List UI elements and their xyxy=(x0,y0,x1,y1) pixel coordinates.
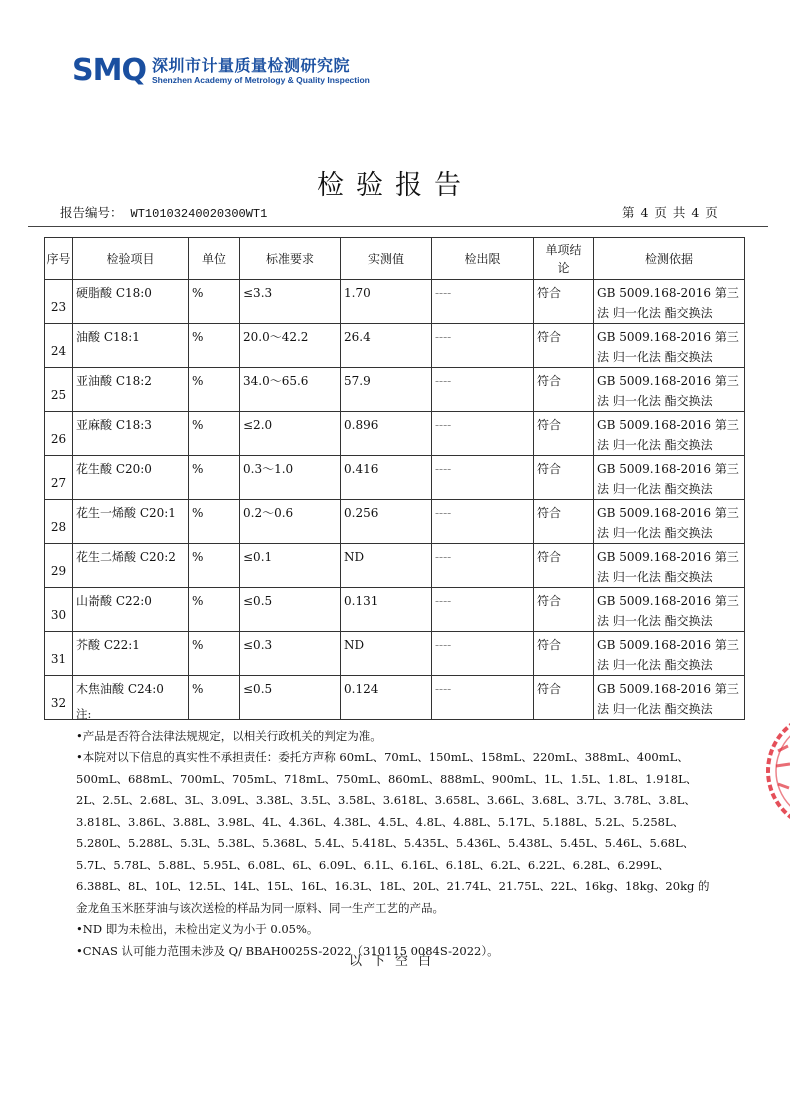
row-detection-limit: ---- xyxy=(432,456,534,500)
row-conclusion: 符合 xyxy=(534,500,594,544)
row-number: 24 xyxy=(45,324,73,368)
row-detection-limit: ---- xyxy=(432,368,534,412)
row-unit: % xyxy=(189,412,240,456)
row-measured-value: ND xyxy=(341,544,432,588)
col-header-measured: 实测值 xyxy=(341,238,432,280)
row-detection-limit: ---- xyxy=(432,412,534,456)
row-conclusion: 符合 xyxy=(534,456,594,500)
table-row xyxy=(45,544,745,588)
row-conclusion: 符合 xyxy=(534,588,594,632)
row-measured-value: 57.9 xyxy=(341,368,432,412)
row-detection-limit: ---- xyxy=(432,324,534,368)
row-conclusion: 符合 xyxy=(534,368,594,412)
notes-section xyxy=(76,704,716,962)
table-header-row xyxy=(45,238,745,280)
note-4: •CNAS 认可能力范围未涉及 Q/ BBAH0025S-2022（310115 0084S-2022）。 xyxy=(76,943,499,958)
row-basis: GB 5009.168-2016 第三法 归一化法 酯交换法 xyxy=(594,588,745,632)
col-header-item: 检验项目 xyxy=(73,238,189,280)
row-requirement: 20.0～42.2 xyxy=(240,324,341,368)
row-basis: GB 5009.168-2016 第三法 归一化法 酯交换法 xyxy=(594,456,745,500)
row-item: 山嵛酸 C22:0 xyxy=(73,588,189,632)
col-header-conclusion: 单项结论 xyxy=(534,238,594,280)
report-number-value: WT10103240020300WT1 xyxy=(130,207,268,221)
table-row xyxy=(45,280,745,324)
report-number-label: 报告编号： xyxy=(60,205,123,220)
row-item: 亚油酸 C18:2 xyxy=(73,368,189,412)
row-number: 27 xyxy=(45,456,73,500)
logo-mark: SMQ xyxy=(72,53,146,88)
col-header-requirement: 标准要求 xyxy=(240,238,341,280)
row-requirement: 0.3～1.0 xyxy=(240,456,341,500)
results-table xyxy=(44,237,745,720)
row-requirement: ≤3.3 xyxy=(240,280,341,324)
blank-below-text: 以下空白 xyxy=(348,954,441,969)
table-row xyxy=(45,456,745,500)
row-number: 30 xyxy=(45,588,73,632)
row-number: 25 xyxy=(45,368,73,412)
row-measured-value: 0.256 xyxy=(341,500,432,544)
note-3: •ND 即为未检出，未检出定义为小于 0.05%。 xyxy=(76,922,319,936)
row-item: 木焦油酸 C24:0 xyxy=(73,676,189,720)
row-basis: GB 5009.168-2016 第三法 归一化法 酯交换法 xyxy=(594,324,745,368)
page-info: 第 4 页 共 4 页 xyxy=(622,205,719,220)
row-item: 油酸 C18:1 xyxy=(73,324,189,368)
col-header-lod: 检出限 xyxy=(432,238,534,280)
row-measured-value: 0.131 xyxy=(341,588,432,632)
row-measured-value: 26.4 xyxy=(341,324,432,368)
table-row xyxy=(45,368,745,412)
row-number: 26 xyxy=(45,412,73,456)
report-number xyxy=(60,203,267,221)
row-basis: GB 5009.168-2016 第三法 归一化法 酯交换法 xyxy=(594,544,745,588)
row-basis: GB 5009.168-2016 第三法 归一化法 酯交换法 xyxy=(594,412,745,456)
row-unit: % xyxy=(189,280,240,324)
row-basis: GB 5009.168-2016 第三法 归一化法 酯交换法 xyxy=(594,280,745,324)
table-row xyxy=(45,324,745,368)
row-unit: % xyxy=(189,500,240,544)
note-1: •产品是否符合法律法规规定，以相关行政机关的判定为准。 xyxy=(76,728,382,743)
col-header-basis: 检测依据 xyxy=(594,238,745,280)
row-requirement: ≤2.0 xyxy=(240,412,341,456)
row-measured-value: 0.124 xyxy=(341,676,432,720)
row-unit: % xyxy=(189,588,240,632)
row-requirement: ≤0.3 xyxy=(240,632,341,676)
row-requirement: ≤0.5 xyxy=(240,676,341,720)
institute-logo xyxy=(72,53,370,88)
official-seal xyxy=(756,706,790,836)
logo-chinese-name: 深圳市计量质量检测研究院 xyxy=(151,55,350,75)
row-detection-limit: ---- xyxy=(432,676,534,720)
row-conclusion: 符合 xyxy=(534,632,594,676)
row-requirement: ≤0.5 xyxy=(240,588,341,632)
notes-heading: 注: xyxy=(76,707,92,721)
logo-text xyxy=(152,57,370,86)
row-requirement: 34.0～65.6 xyxy=(240,368,341,412)
row-basis: GB 5009.168-2016 第三法 归一化法 酯交换法 xyxy=(594,500,745,544)
row-basis: GB 5009.168-2016 第三法 归一化法 酯交换法 xyxy=(594,368,745,412)
logo-english-name: Shenzhen Academy of Metrology & Quality Inspection xyxy=(151,74,370,85)
table-row xyxy=(45,500,745,544)
row-number: 23 xyxy=(45,280,73,324)
row-item: 亚麻酸 C18:3 xyxy=(73,412,189,456)
row-item: 花生一烯酸 C20:1 xyxy=(73,500,189,544)
table-row xyxy=(45,632,745,676)
row-unit: % xyxy=(189,368,240,412)
row-detection-limit: ---- xyxy=(432,280,534,324)
row-basis: GB 5009.168-2016 第三法 归一化法 酯交换法 xyxy=(594,632,745,676)
row-number: 28 xyxy=(45,500,73,544)
row-unit: % xyxy=(189,544,240,588)
row-item: 花生酸 C20:0 xyxy=(73,456,189,500)
row-measured-value: 0.896 xyxy=(341,412,432,456)
row-unit: % xyxy=(189,324,240,368)
row-number: 29 xyxy=(45,544,73,588)
report-title: 检验报告 xyxy=(317,170,473,201)
row-unit: % xyxy=(189,456,240,500)
row-conclusion: 符合 xyxy=(534,412,594,456)
row-conclusion: 符合 xyxy=(534,676,594,720)
row-item: 芥酸 C22:1 xyxy=(73,632,189,676)
row-unit: % xyxy=(189,632,240,676)
row-conclusion: 符合 xyxy=(534,280,594,324)
row-number: 31 xyxy=(45,632,73,676)
header-divider xyxy=(28,226,768,227)
row-item: 花生二烯酸 C20:2 xyxy=(73,544,189,588)
row-measured-value: 0.416 xyxy=(341,456,432,500)
table-row xyxy=(45,588,745,632)
row-detection-limit: ---- xyxy=(432,632,534,676)
note-2: •本院对以下信息的真实性不承担责任：委托方声称 60mL、70mL、150mL、158mL、220mL、388mL、400mL、500mL、688mL、700mL、705mL、718mL、750mL、860mL、888mL、900mL、1L、1.5L、1.8L、1.918L、2L、2.5L、2.68L、3L、3.09L、3.38L、3.5L、3.58L、3.618L、3.658L、3.66L、3.68L、3.7L、3.78L、3.8L、3.818L、3.86L、3.88L、3.98L、4L、4.36L、4.38L、4.5L、4.8L、4.88L、5.17L、5.188L、5.2L、5.258L、5.280L、5.288L、5.3L、5.38L、5.368L、5.4L、5.418L、5.435L、5.436L、5.438L、5.45L、5.46L、5.68L、5.7L、5.78L、5.88L、5.95L、6.08L、6L、6.09L、6.1L、6.16L、6.18L、6.2L、6.22L、6.28L、6.299L、6.388L、8L、10L、12.5L、14L、15L、16L、16.3L、18L、20L、21.74L、21.75L、22L、16kg、18kg、20kg 的金龙鱼玉米胚芽油与该次送检的样品为同一原料、同一生产工艺的产品。 xyxy=(76,750,710,915)
row-detection-limit: ---- xyxy=(432,500,534,544)
col-header-unit: 单位 xyxy=(189,238,240,280)
row-requirement: ≤0.1 xyxy=(240,544,341,588)
row-unit: % xyxy=(189,676,240,720)
row-requirement: 0.2～0.6 xyxy=(240,500,341,544)
table-row xyxy=(45,412,745,456)
row-number: 32 xyxy=(45,676,73,720)
row-item: 硬脂酸 C18:0 xyxy=(73,280,189,324)
col-header-no: 序号 xyxy=(45,238,73,280)
row-conclusion: 符合 xyxy=(534,544,594,588)
row-measured-value: 1.70 xyxy=(341,280,432,324)
row-detection-limit: ---- xyxy=(432,544,534,588)
row-basis: GB 5009.168-2016 第三法 归一化法 酯交换法 xyxy=(594,676,745,720)
row-conclusion: 符合 xyxy=(534,324,594,368)
row-measured-value: ND xyxy=(341,632,432,676)
row-detection-limit: ---- xyxy=(432,588,534,632)
